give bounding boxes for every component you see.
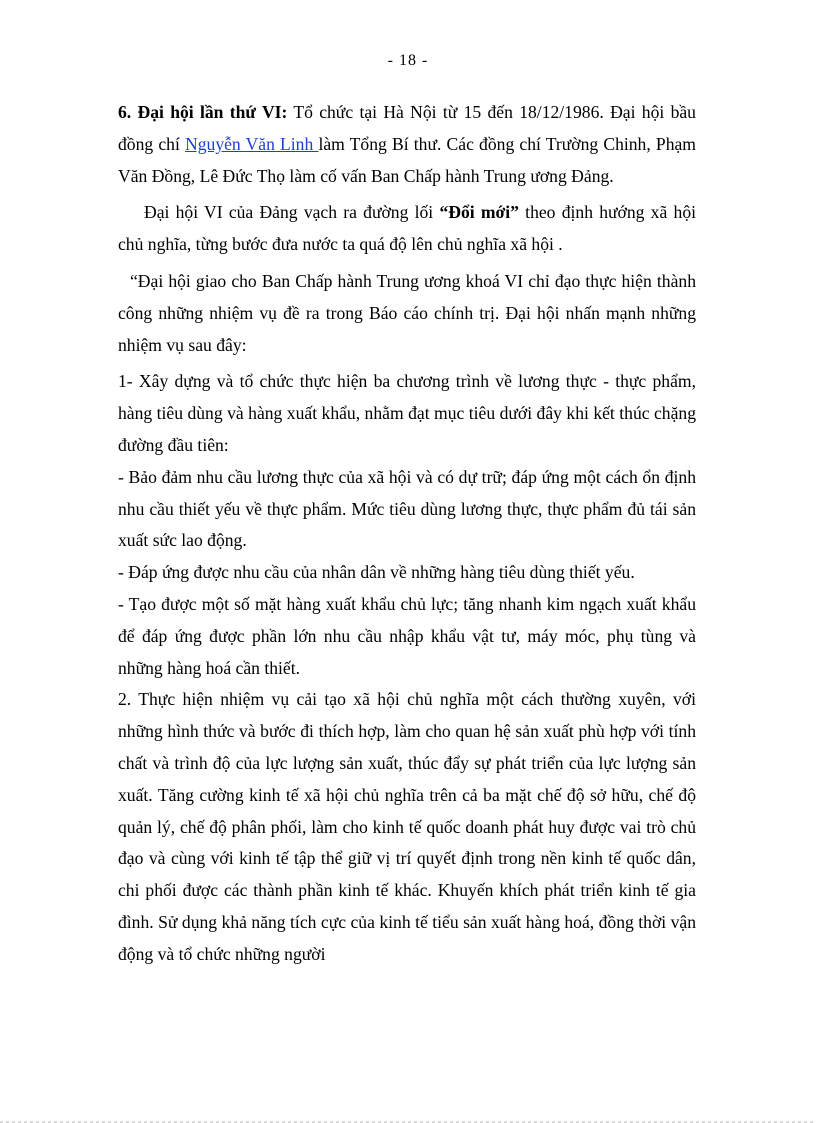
section-6-paragraph bbox=[118, 97, 696, 192]
bullet-item: - Tạo được một số mặt hàng xuất khẩu chủ lực; tăng nhanh kim ngạch xuất khẩu để đáp ứng được phần lớn nhu cầu nhập khẩu vật tư, máy móc, phụ tùng và những hàng hoá cần thiết. bbox=[118, 593, 696, 678]
page-number: - 18 - bbox=[387, 52, 429, 69]
section-6-heading: 6. Đại hội lần thứ VI: bbox=[118, 102, 288, 122]
document-body bbox=[118, 97, 696, 971]
bullet-item: - Đáp ứng được nhu cầu của nhân dân về những hàng tiêu dùng thiết yếu. bbox=[118, 562, 635, 583]
quote-paragraph: “Đại hội giao cho Ban Chấp hành Trung ương khoá VI chỉ đạo thực hiện thành công những nhiệm vụ đề ra trong Báo cáo chính trị. Đại hội nhấn mạnh những nhiệm vụ sau đây: bbox=[118, 270, 696, 355]
task-item-1: 1- Xây dựng và tổ chức thực hiện ba chương trình về lương thực - thực phẩm, hàng tiêu dùng và hàng xuất khẩu, nhằm đạt mục tiêu dưới đây khi kết thúc chặng đường đầu tiên: bbox=[118, 371, 696, 455]
task-item-2: 2. Thực hiện nhiệm vụ cải tạo xã hội chủ nghĩa một cách thường xuyên, với những hình thức và bước đi thích hợp, làm cho quan hệ sản xuất phù hợp với tính chất và trình độ của lực lượng sản xuất, thúc đẩy sự phát triển của lực lượng sản xuất. Tăng cường kinh tế xã hội chủ nghĩa trên cả ba mặt chế độ sở hữu, chế độ quản lý, chế độ phân phối, làm cho kinh tế quốc doanh phát huy được vai trò chủ đạo và cùng với kinh tế tập thể giữ vị trí quyết định trong nền kinh tế quốc dân, chi phối được các thành phần kinh tế khác. Khuyến khích phát triển kinh tế gia đình. Sử dụng khả năng tích cực của kinh tế tiểu sản xuất hàng hoá, đồng thời vận động và tổ chức những người bbox=[118, 689, 696, 964]
doi-moi-text-after: theo định hướng xã hội chủ nghĩa, từng bước đưa nước ta quá độ lên chủ nghĩa xã hội . bbox=[118, 202, 696, 255]
section-6-text-before-link: Tổ chức tại Hà Nội từ 15 đến 18/12/1986. Đại hội bầu đồng chí bbox=[118, 102, 696, 154]
bullet-item: - Bảo đảm nhu cầu lương thực của xã hội và có dự trữ; đáp ứng một cách ổn định nhu cầu thiết yếu về thực phẩm. Mức tiêu dùng lương thực, thực phẩm đủ tái sản xuất sức lao động. bbox=[118, 466, 696, 551]
doi-moi-paragraph bbox=[118, 197, 696, 261]
nguyen-van-linh-link[interactable]: Nguyễn Văn Linh bbox=[185, 133, 319, 154]
doi-moi-text-before: Đại hội VI của Đảng vạch ra đường lối bbox=[144, 202, 440, 223]
section-6-text-after-link: làm Tổng Bí thư. Các đồng chí Trường Chinh, Phạm Văn Đồng, Lê Đức Thọ làm cố vấn Ban Chấp hành Trung ương Đảng. bbox=[118, 133, 696, 186]
doi-moi-bold-term: “Đổi mới” bbox=[439, 202, 519, 223]
